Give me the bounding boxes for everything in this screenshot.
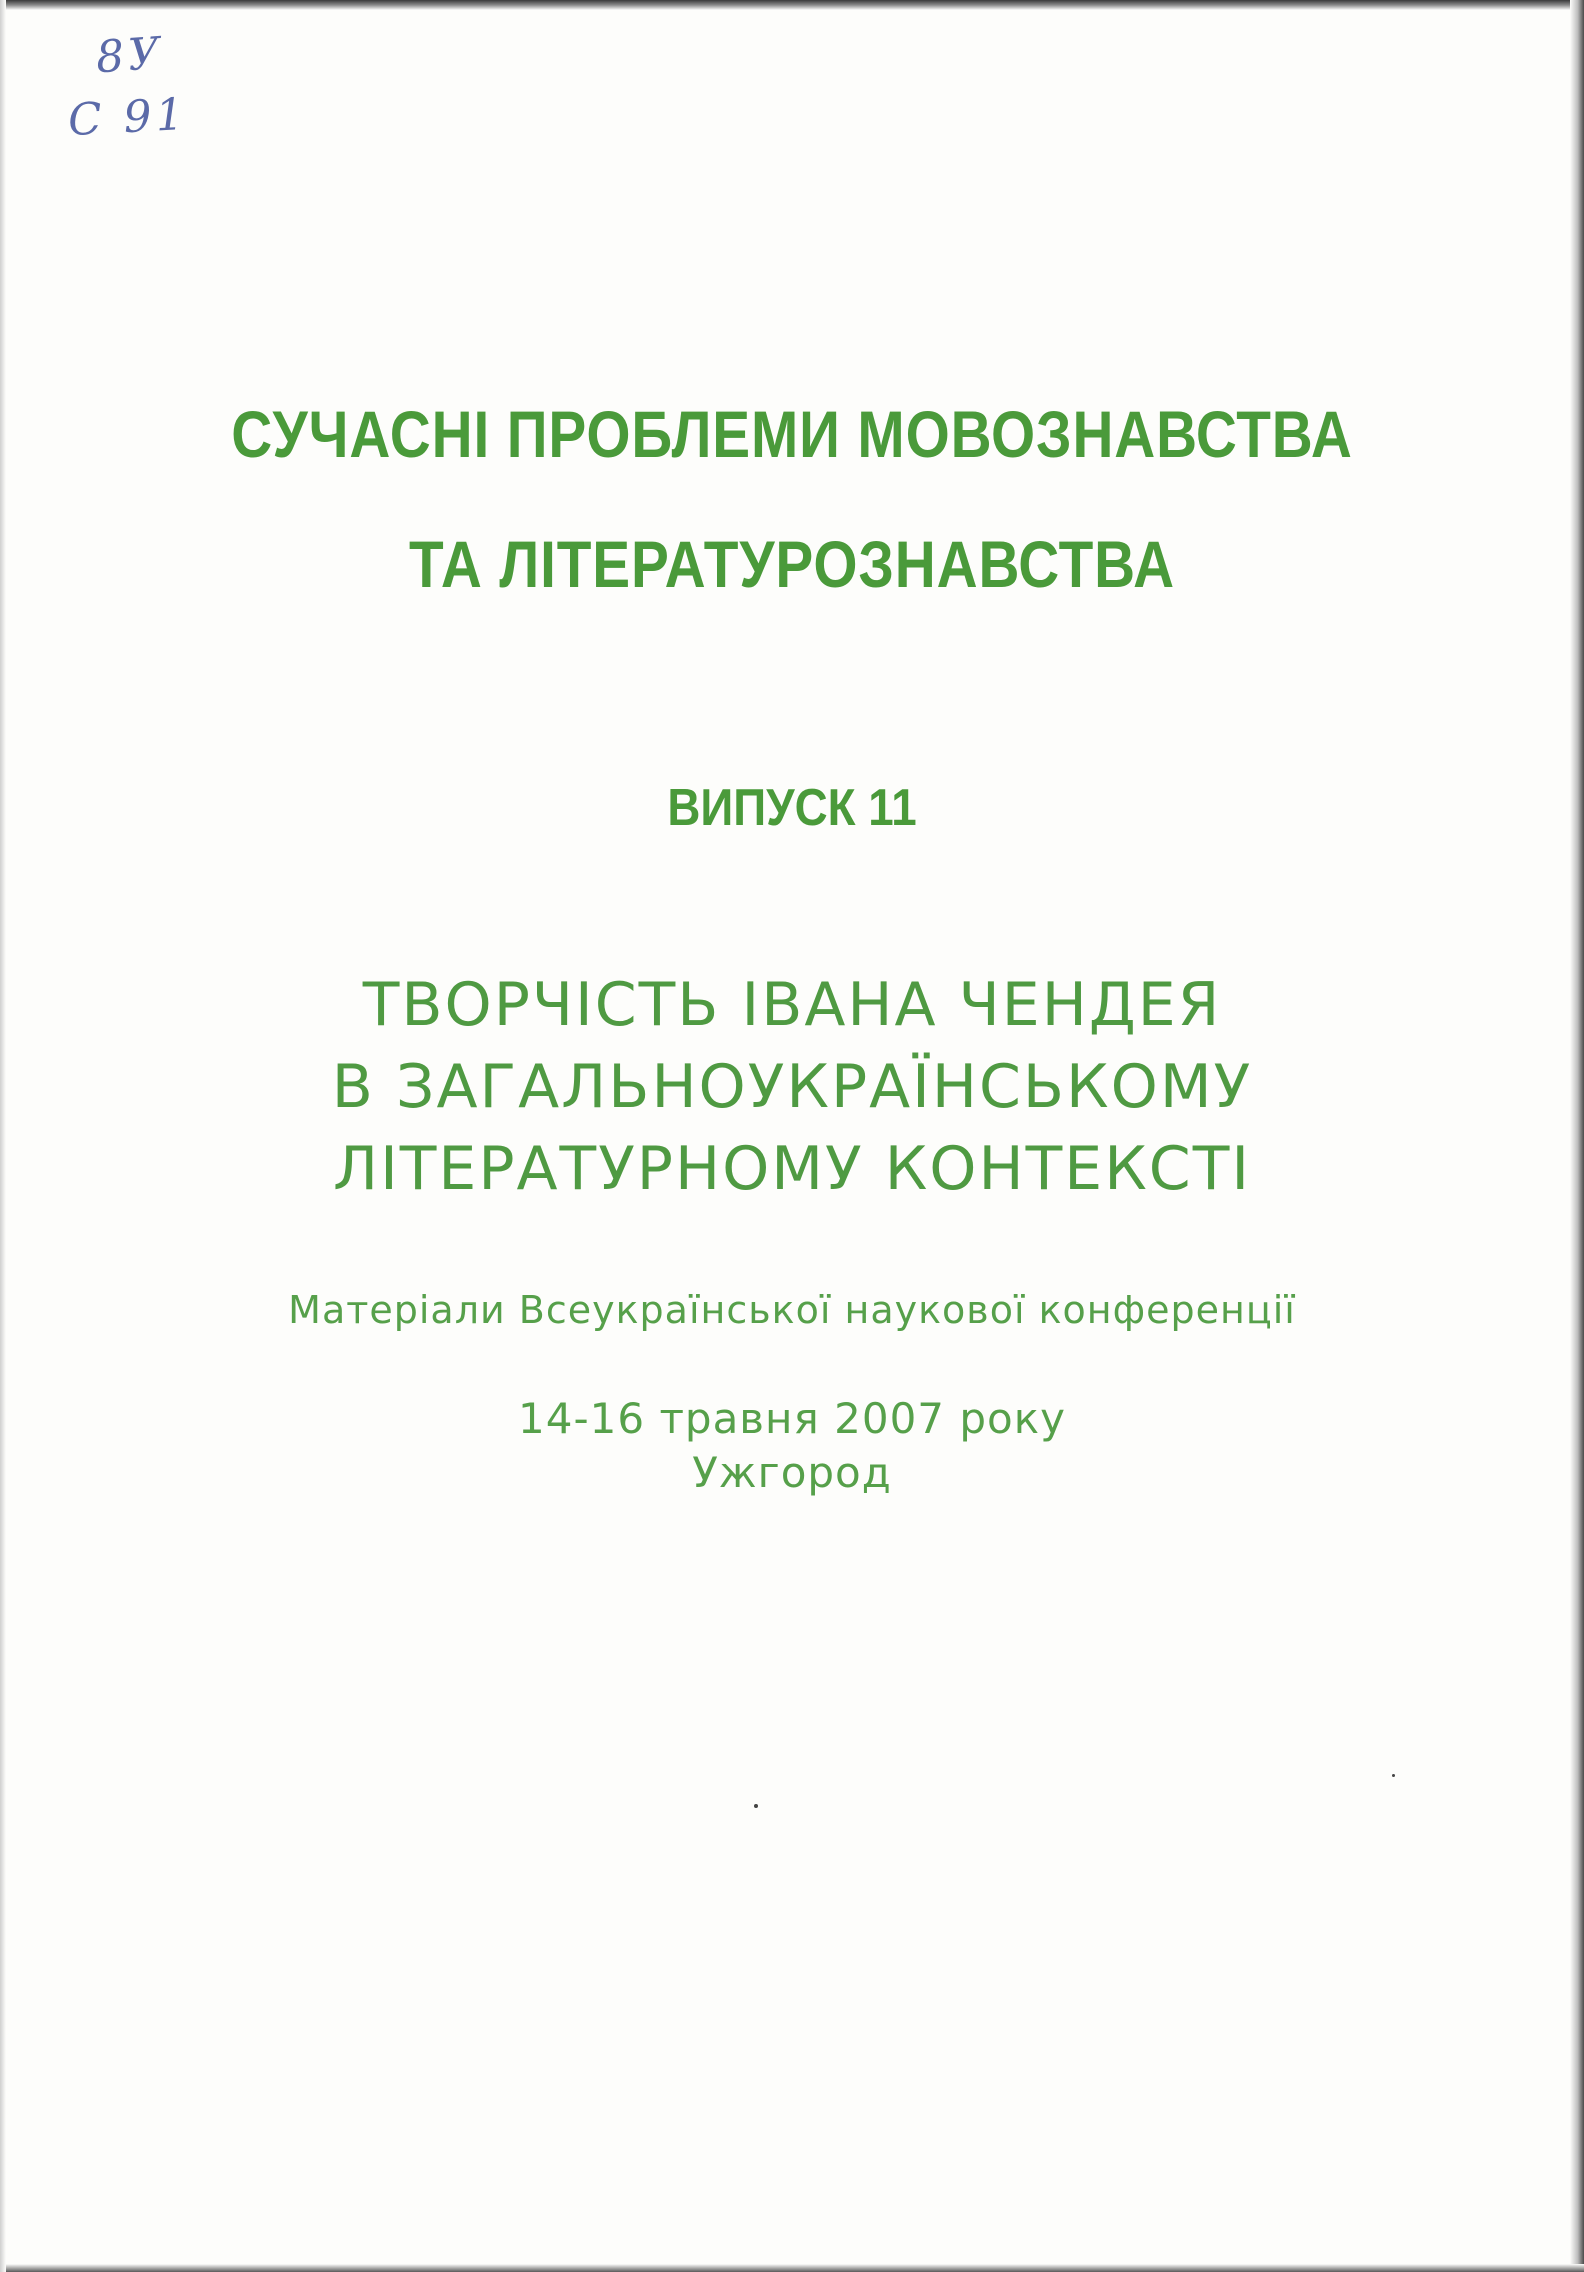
volume-title-line-2: В ЗАГАЛЬНОУКРАЇНСЬКОМУ	[331, 1052, 1253, 1122]
conference-materials-caption: Матеріали Всеукраїнської наукової конференції	[288, 1288, 1296, 1332]
conference-date: 14-16 травня 2007 року	[518, 1394, 1066, 1443]
conference-city: Ужгород	[692, 1448, 892, 1497]
volume-title-line-1: ТВОРЧІСТЬ ІВАНА ЧЕНДЕЯ	[362, 970, 1222, 1040]
scan-edge-bottom	[0, 2264, 1584, 2272]
handwritten-catalog-code: 8У	[94, 27, 166, 84]
handwritten-catalog-number: С 91	[66, 88, 189, 147]
scan-edge-top	[0, 0, 1584, 10]
scan-speck	[754, 1804, 758, 1808]
series-title-line-2: ТА ЛІТЕРАТУРОЗНАВСТВА	[408, 527, 1176, 601]
series-title-line-1: СУЧАСНІ ПРОБЛЕМИ МОВОЗНАВСТВА	[231, 397, 1353, 471]
issue-number: ВИПУСК 11	[667, 779, 917, 837]
scan-speck	[1392, 1774, 1395, 1777]
volume-title-line-3: ЛІТЕРАТУРНОМУ КОНТЕКСТІ	[332, 1134, 1252, 1204]
